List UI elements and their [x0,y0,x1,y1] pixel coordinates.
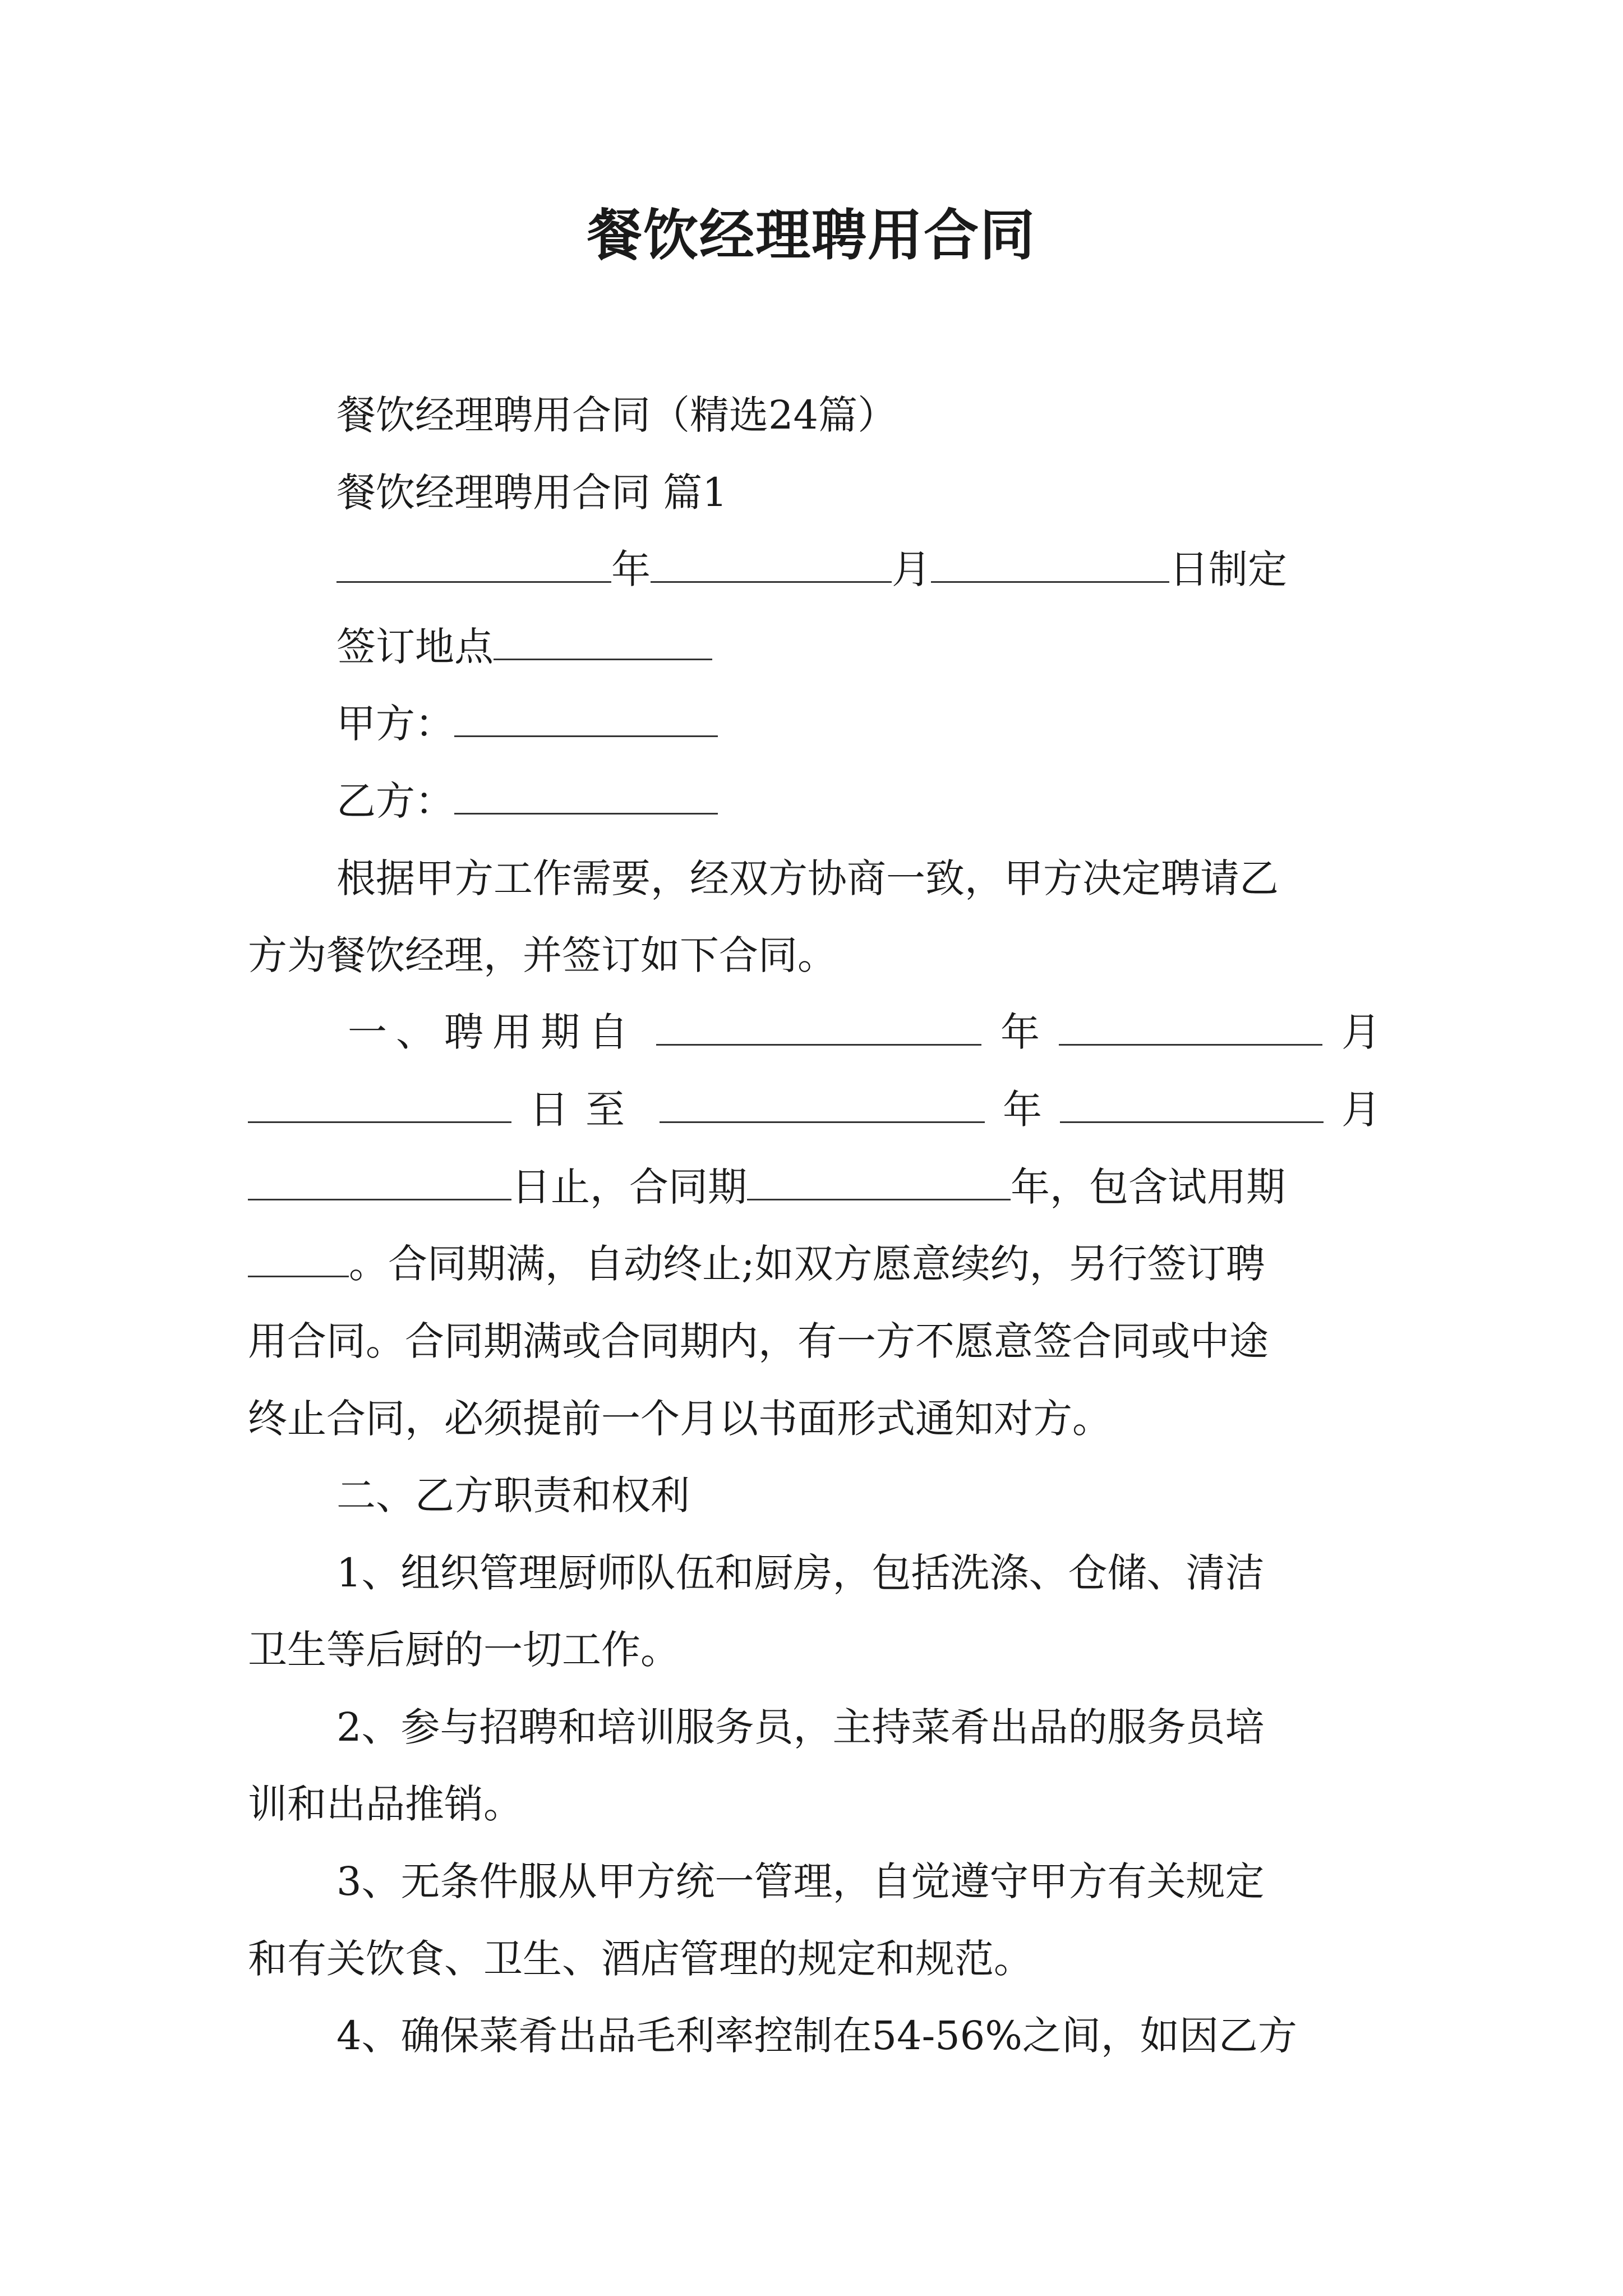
clause1-line-6: 终止合同，必须提前一个月以书面形式通知对方。 [248,1396,1112,1442]
clause1-renewal-text: 。合同期满，自动终止;如双方愿意续约，另行签订聘 [349,1241,1265,1287]
party-b-label: 乙方： [336,778,454,824]
clause1-term-blank [747,1164,1011,1200]
clause1-year2-blank [660,1087,985,1123]
sign-place-blank [494,624,712,660]
party-a-line [336,696,718,752]
item-2-line-1: 2、参与招聘和培训服务员，主持菜肴出品的服务员培 [336,1704,1265,1750]
clause1-line-2 [248,1082,1381,1138]
clause1-probation-text: 年，包含试用期 [1011,1164,1285,1210]
item-4-line-1: 4、确保菜肴出品毛利率控制在54-56%之间，如因乙方 [336,2013,1297,2059]
party-b-line [336,773,718,829]
document-subtitle: 餐饮经理聘用合同（精选24篇） [336,392,897,438]
clause1-day-to: 日至 [529,1087,642,1133]
date-line [336,541,1287,597]
clause1-stop-text: 日止，合同期 [511,1164,747,1210]
section-heading: 餐饮经理聘用合同 篇1 [336,470,727,516]
clause1-year: 年 [1000,1009,1040,1055]
item-1-line-2: 卫生等后厨的一切工作。 [248,1627,680,1673]
clause1-line-4 [248,1236,1265,1292]
year-label: 年 [611,546,651,592]
clause1-line-5: 用合同。合同期满或合同期内，有一方不愿意签合同或中途 [248,1318,1269,1364]
clause1-line-1 [348,1004,1381,1060]
intro-line-1: 根据甲方工作需要，经双方协商一致，甲方决定聘请乙 [336,855,1279,901]
item-3-line-2: 和有关饮食、卫生、酒店管理的规定和规范。 [248,1936,1033,1982]
item-2-line-2: 训和出品推销。 [248,1781,523,1827]
party-a-blank [454,701,718,737]
party-a-label: 甲方： [336,701,454,747]
clause1-year-blank [656,1009,981,1046]
year-blank [336,546,611,583]
intro-line-2: 方为餐饮经理，并签订如下合同。 [248,932,837,978]
clause1-start: 一、聘用期自 [348,1009,637,1055]
clause1-month2-blank [1060,1087,1324,1123]
clause1-day2-blank [248,1164,511,1200]
clause1-probation-blank [248,1241,349,1277]
document-title: 餐饮经理聘用合同 [587,204,1036,268]
clause1-day-blank [248,1087,511,1123]
sign-place-line [336,619,712,675]
day-made-label: 日制定 [1169,546,1287,592]
day-blank [931,546,1169,583]
clause1-month2: 月 [1341,1087,1381,1133]
month-label: 月 [892,546,931,592]
sign-place-label: 签订地点 [336,624,494,670]
clause1-month: 月 [1341,1009,1381,1055]
clause1-line-3 [248,1159,1285,1215]
item-3-line-1: 3、无条件服从甲方统一管理，自觉遵守甲方有关规定 [336,1858,1265,1904]
clause2-heading: 二、乙方职责和权利 [336,1473,690,1519]
clause1-month-blank [1059,1009,1322,1046]
item-1-line-1: 1、组织管理厨师队伍和厨房，包括洗涤、仓储、清洁 [336,1550,1265,1596]
month-blank [651,546,892,583]
clause1-year2: 年 [1003,1087,1042,1133]
party-b-blank [454,778,718,815]
